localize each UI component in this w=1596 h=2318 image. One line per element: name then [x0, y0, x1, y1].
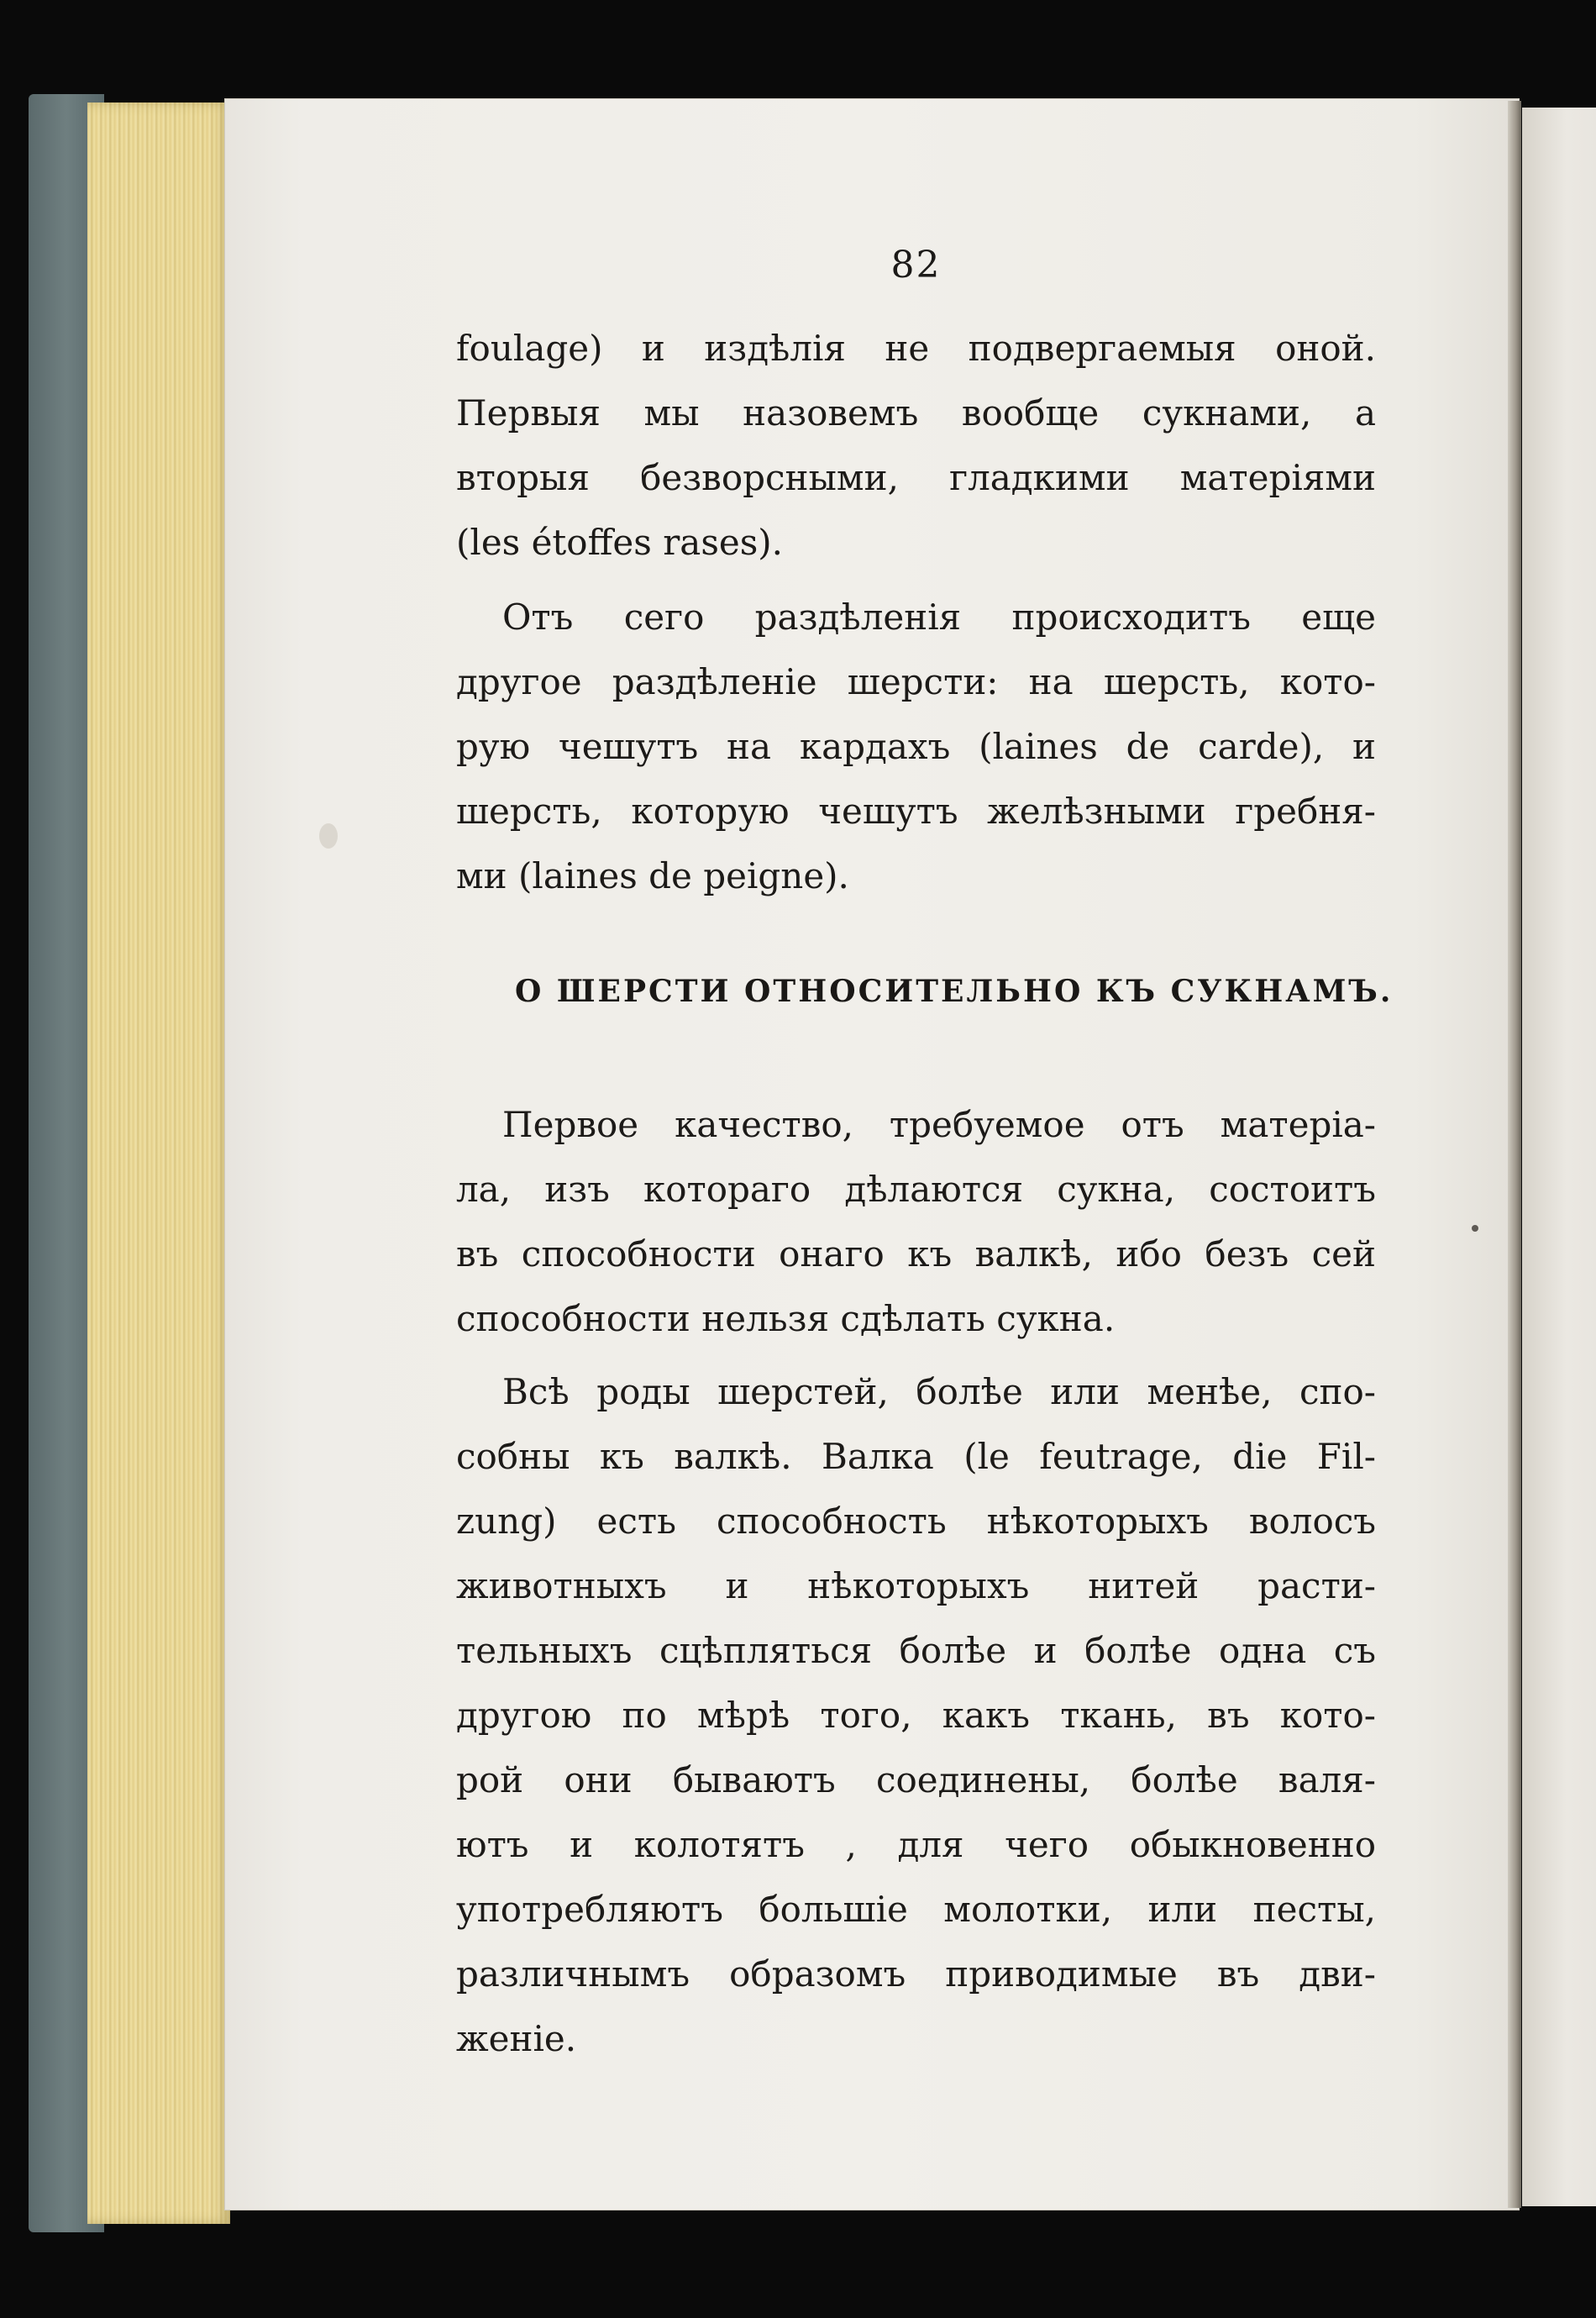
text-line: вторыя безворсными, гладкими матеріями [456, 457, 1376, 498]
text-line: (les étoffes rases). [456, 522, 784, 563]
text-line: животныхъ и нѣкоторыхъ нитей расти- [456, 1565, 1376, 1606]
text-line: рую чешутъ на кардахъ (laines de carde), и [456, 726, 1376, 767]
text-line: собны къ валкѣ. Валка (le feutrage, die Fil- [456, 1436, 1376, 1477]
text-line: foulage) и издѣлія не подвергаемыя оной. [456, 328, 1376, 369]
text-line: употребляютъ большіе молотки, или песты, [456, 1889, 1376, 1930]
page-edges [87, 102, 230, 2224]
paragraph-3 [456, 1092, 1376, 1351]
paragraph-1 [456, 316, 1376, 575]
text-line: другое раздѣленіе шерсти: на шерсть, кото- [456, 661, 1376, 702]
page-number: 82 [890, 244, 942, 286]
paragraph-4 [456, 1359, 1376, 2071]
text-line: Первое качество, требуемое отъ матеріа- [502, 1104, 1376, 1145]
text-line: ютъ и колотятъ , для чего обыкновенно [456, 1824, 1376, 1865]
text-line: рой они бываютъ соединены, болѣе валя- [456, 1759, 1376, 1800]
paper-stain [319, 823, 338, 849]
text-line: женіе. [456, 2018, 577, 2059]
text-line: различнымъ образомъ приводимые въ дви- [456, 1953, 1376, 1995]
paper-stain [1472, 1225, 1478, 1232]
text-line: ми (laines de peigne). [456, 855, 849, 896]
text-line: zung) есть способность нѣкоторыхъ волосъ [456, 1501, 1376, 1542]
text-line: ла, изъ котораго дѣлаются сукна, состоитъ [456, 1169, 1376, 1210]
next-page-edge [1522, 108, 1596, 2206]
paragraph-2 [456, 585, 1376, 908]
text-line: способности нельзя сдѣлать сукна. [456, 1298, 1116, 1339]
text-line: въ способности онаго къ валкѣ, ибо безъ сей [456, 1233, 1376, 1275]
text-line: шерсть, которую чешутъ желѣзными гребня- [456, 791, 1376, 832]
section-heading: О ШЕРСТИ ОТНОСИТЕЛЬНО КЪ СУКНАМЪ. [515, 974, 1394, 1009]
text-line: Отъ сего раздѣленія происходитъ еще [502, 597, 1376, 638]
text-line: другою по мѣрѣ того, какъ ткань, въ кото- [456, 1695, 1376, 1736]
text-line: Всѣ роды шерстей, болѣе или менѣе, спо- [502, 1371, 1376, 1412]
text-line: тельныхъ сцѣпляться болѣе и болѣе одна съ [456, 1630, 1376, 1671]
gutter-shadow [1508, 101, 1521, 2208]
text-line: Первыя мы назовемъ вообще сукнами, а [456, 392, 1376, 434]
